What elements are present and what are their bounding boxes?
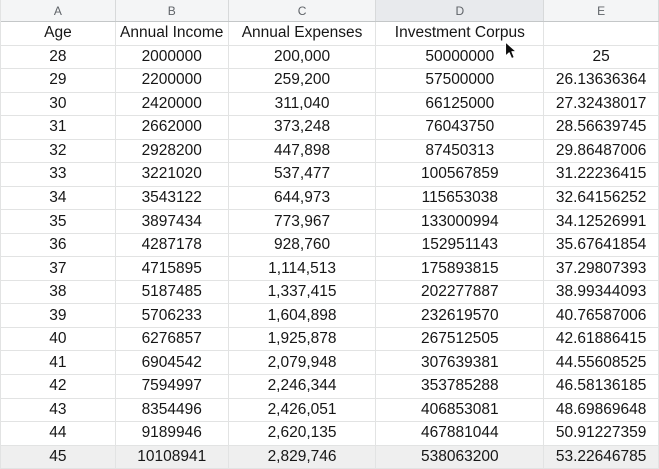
- cell-B13[interactable]: 5706233: [116, 304, 229, 327]
- cell-A4[interactable]: 30: [1, 93, 116, 116]
- table-row: [1, 93, 659, 117]
- cell-A9[interactable]: 35: [1, 210, 116, 233]
- cell-D4[interactable]: 66125000: [376, 93, 544, 116]
- cell-A8[interactable]: 34: [1, 187, 116, 210]
- cell-A5[interactable]: 31: [1, 116, 116, 139]
- cell-D9[interactable]: 133000994: [376, 210, 544, 233]
- cell-E15[interactable]: 44.55608525: [544, 351, 659, 374]
- cell-E7[interactable]: 31.22236415: [544, 163, 659, 186]
- cell-A3[interactable]: 29: [1, 69, 116, 92]
- cell-E4[interactable]: 27.32438017: [544, 93, 659, 116]
- cell-C5[interactable]: 373,248: [229, 116, 377, 139]
- cell-D8[interactable]: 115653038: [376, 187, 544, 210]
- cell-E18[interactable]: 50.91227359: [544, 422, 659, 445]
- cell-C2[interactable]: 200,000: [229, 46, 377, 69]
- cell-C15[interactable]: 2,079,948: [229, 351, 377, 374]
- cell-D11[interactable]: 175893815: [376, 257, 544, 280]
- cell-D7[interactable]: 100567859: [376, 163, 544, 186]
- cell-A12[interactable]: 38: [1, 281, 116, 304]
- cell-C8[interactable]: 644,973: [229, 187, 377, 210]
- cell-C13[interactable]: 1,604,898: [229, 304, 377, 327]
- cell-B9[interactable]: 3897434: [116, 210, 229, 233]
- cell-E19[interactable]: 53.22646785: [544, 446, 659, 469]
- cell-C10[interactable]: 928,760: [229, 234, 377, 257]
- field-header-row: [1, 22, 659, 46]
- column-header-d[interactable]: D: [376, 0, 544, 21]
- cell-A7[interactable]: 33: [1, 163, 116, 186]
- cell-D19[interactable]: 538063200: [376, 446, 544, 469]
- cell-B7[interactable]: 3221020: [116, 163, 229, 186]
- cell-A19[interactable]: 45: [1, 446, 116, 469]
- cell-C7[interactable]: 537,477: [229, 163, 377, 186]
- cell-A18[interactable]: 44: [1, 422, 116, 445]
- cell-C16[interactable]: 2,246,344: [229, 375, 377, 398]
- cell-E11[interactable]: 37.29807393: [544, 257, 659, 280]
- table-row: [1, 446, 659, 469]
- cell-B14[interactable]: 6276857: [116, 328, 229, 351]
- column-header-row: [1, 0, 659, 22]
- cell-A13[interactable]: 39: [1, 304, 116, 327]
- cell-E13[interactable]: 40.76587006: [544, 304, 659, 327]
- cell-B12[interactable]: 5187485: [116, 281, 229, 304]
- column-header-e[interactable]: E: [544, 0, 659, 21]
- table-row: [1, 234, 659, 258]
- cell-B3[interactable]: 2200000: [116, 69, 229, 92]
- table-row: [1, 399, 659, 423]
- cell-C1[interactable]: Annual Expenses: [229, 22, 377, 45]
- cell-D13[interactable]: 232619570: [376, 304, 544, 327]
- cell-B1[interactable]: Annual Income: [116, 22, 229, 45]
- cell-E1[interactable]: [544, 22, 659, 45]
- cell-A11[interactable]: 37: [1, 257, 116, 280]
- cell-C19[interactable]: 2,829,746: [229, 446, 377, 469]
- cell-E12[interactable]: 38.99344093: [544, 281, 659, 304]
- cell-C18[interactable]: 2,620,135: [229, 422, 377, 445]
- cell-D10[interactable]: 152951143: [376, 234, 544, 257]
- cell-D16[interactable]: 353785288: [376, 375, 544, 398]
- cell-C12[interactable]: 1,337,415: [229, 281, 377, 304]
- cell-B5[interactable]: 2662000: [116, 116, 229, 139]
- cell-C3[interactable]: 259,200: [229, 69, 377, 92]
- cell-D12[interactable]: 202277887: [376, 281, 544, 304]
- cell-B8[interactable]: 3543122: [116, 187, 229, 210]
- table-row: [1, 69, 659, 93]
- cell-B19[interactable]: 10108941: [116, 446, 229, 469]
- cell-D3[interactable]: 57500000: [376, 69, 544, 92]
- cell-D17[interactable]: 406853081: [376, 399, 544, 422]
- grid-body: [1, 22, 659, 469]
- table-row: [1, 375, 659, 399]
- cell-B2[interactable]: 2000000: [116, 46, 229, 69]
- cell-B17[interactable]: 8354496: [116, 399, 229, 422]
- cell-C17[interactable]: 2,426,051: [229, 399, 377, 422]
- cell-E10[interactable]: 35.67641854: [544, 234, 659, 257]
- column-header-c[interactable]: C: [229, 0, 377, 21]
- table-row: [1, 351, 659, 375]
- cell-B6[interactable]: 2928200: [116, 140, 229, 163]
- table-row: [1, 328, 659, 352]
- table-row: [1, 422, 659, 446]
- cell-E17[interactable]: 48.69869648: [544, 399, 659, 422]
- cell-C14[interactable]: 1,925,878: [229, 328, 377, 351]
- cell-C4[interactable]: 311,040: [229, 93, 377, 116]
- table-row: [1, 140, 659, 164]
- table-row: [1, 187, 659, 211]
- cell-B4[interactable]: 2420000: [116, 93, 229, 116]
- column-header-b[interactable]: B: [116, 0, 229, 21]
- table-row: [1, 257, 659, 281]
- cell-E6[interactable]: 29.86487006: [544, 140, 659, 163]
- table-row: [1, 281, 659, 305]
- cell-B16[interactable]: 7594997: [116, 375, 229, 398]
- table-row: [1, 304, 659, 328]
- cell-D14[interactable]: 267512505: [376, 328, 544, 351]
- cell-A2[interactable]: 28: [1, 46, 116, 69]
- cell-B10[interactable]: 4287178: [116, 234, 229, 257]
- cell-A14[interactable]: 40: [1, 328, 116, 351]
- cell-E3[interactable]: 26.13636364: [544, 69, 659, 92]
- column-header-a[interactable]: A: [1, 0, 116, 21]
- table-row: [1, 210, 659, 234]
- cell-E9[interactable]: 34.12526991: [544, 210, 659, 233]
- cell-D1[interactable]: Investment Corpus: [376, 22, 544, 45]
- cell-E16[interactable]: 46.58136185: [544, 375, 659, 398]
- table-row: [1, 46, 659, 70]
- cell-A16[interactable]: 42: [1, 375, 116, 398]
- cell-D15[interactable]: 307639381: [376, 351, 544, 374]
- cell-B18[interactable]: 9189946: [116, 422, 229, 445]
- cell-C9[interactable]: 773,967: [229, 210, 377, 233]
- cell-E2[interactable]: 25: [544, 46, 659, 69]
- cell-A15[interactable]: 41: [1, 351, 116, 374]
- cell-A6[interactable]: 32: [1, 140, 116, 163]
- cell-E5[interactable]: 28.56639745: [544, 116, 659, 139]
- cell-B15[interactable]: 6904542: [116, 351, 229, 374]
- cell-D18[interactable]: 467881044: [376, 422, 544, 445]
- cell-A1[interactable]: Age: [1, 22, 116, 45]
- cell-C6[interactable]: 447,898: [229, 140, 377, 163]
- cell-A10[interactable]: 36: [1, 234, 116, 257]
- cell-E14[interactable]: 42.61886415: [544, 328, 659, 351]
- cell-C11[interactable]: 1,114,513: [229, 257, 377, 280]
- cell-D2[interactable]: 50000000: [376, 46, 544, 69]
- cell-E8[interactable]: 32.64156252: [544, 187, 659, 210]
- cell-D5[interactable]: 76043750: [376, 116, 544, 139]
- cell-A17[interactable]: 43: [1, 399, 116, 422]
- table-row: [1, 163, 659, 187]
- cell-B11[interactable]: 4715895: [116, 257, 229, 280]
- cell-D6[interactable]: 87450313: [376, 140, 544, 163]
- table-row: [1, 116, 659, 140]
